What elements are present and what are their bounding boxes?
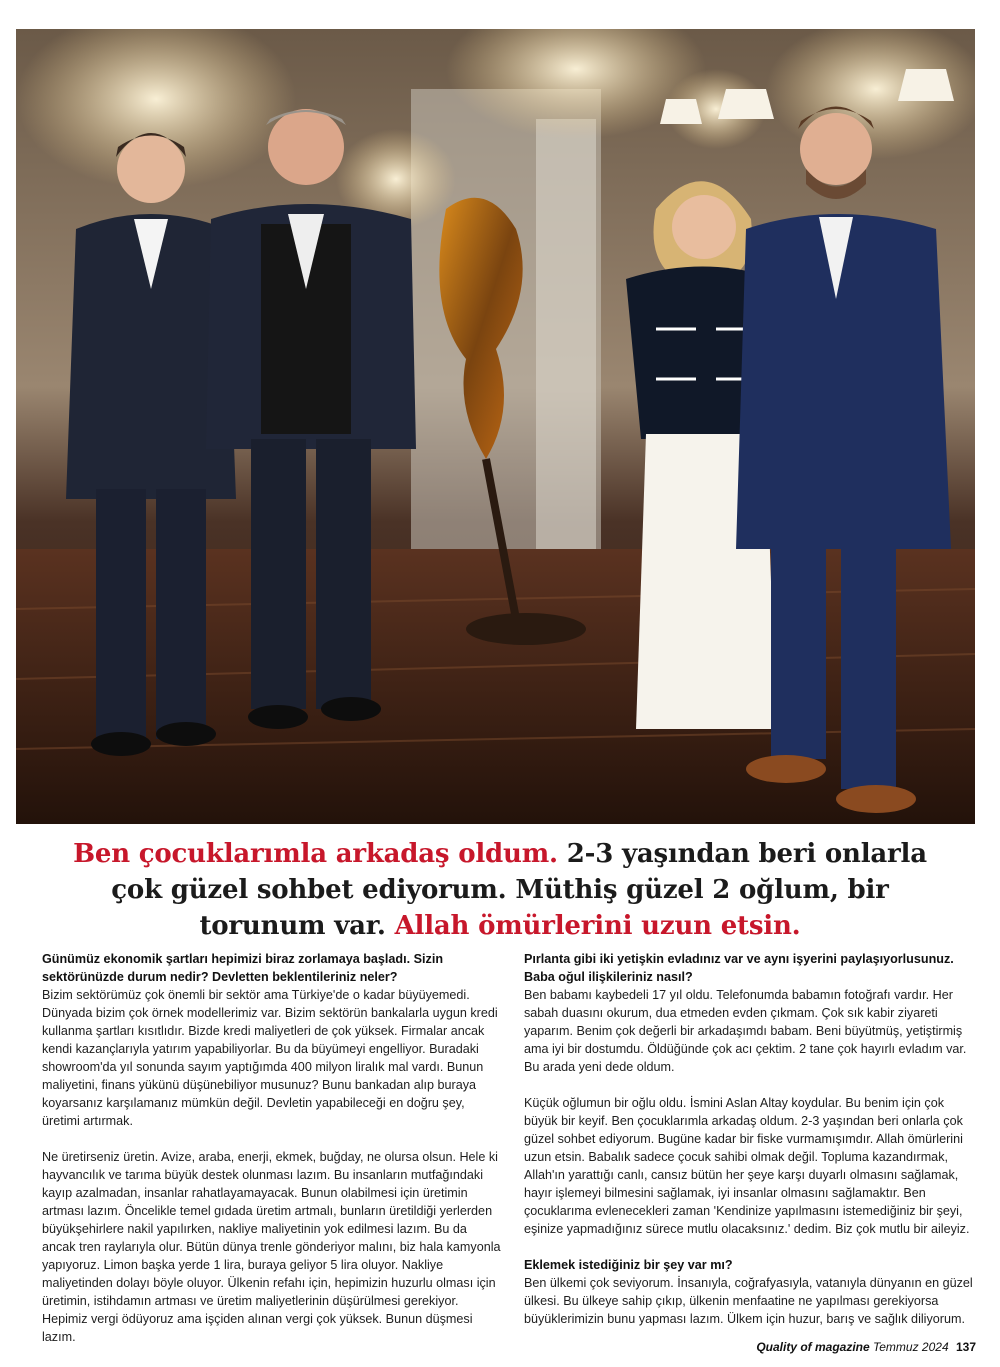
pull-quote-part-1: Ben çocuklarımla arkadaş oldum.	[73, 839, 558, 869]
issue-date: Temmuz 2024	[873, 1340, 949, 1354]
cover-photo	[16, 29, 975, 824]
answer-1b: Ne üretirseniz üretin. Avize, araba, enerji, ekmek, buğday, ne olursa olsun. Hele ki hayvancılık ve tarıma büyük destek olunması lazım. Bu insanların mutfağındaki kayıp azalmadan, insanlar rahatlayamayacak. Bunun olabilmesi için üretimin artması lazım. Öncelikle temel gıdada üretim artmalı, bunların üretildiği yerlerden büyükşehirlere nakil yapılırken, nakliye maliyetinin yok edilmesi lazım. Bu da ancak tren raylarıyla olur. Bütün dünya trenle gönderiyor malını, biz hala kamyonla yapıyoruz. Limon başka yerde 1 lira, buraya geliyor 5 lira oluyor. Nakliye maliyetinden dolayı böyle oluyor. Ülkenin refahı için, hepimizin huzurlu olması için üretimin, istihdamın artması ve üretim maliyetlerinin düşürülmesi gerekiyor. Hepimiz vergi ödüyoruz ama işçiden alınan vergi çok yüksek. Bunun düşmesi lazım.	[42, 1150, 501, 1344]
left-column	[42, 950, 502, 1346]
question-2: Pırlanta gibi iki yetişkin evladınız var ve aynı işyerini paylaşıyorlusunuz. Baba oğul ilişkileriniz nasıl?	[524, 952, 954, 984]
paragraph-gap	[42, 1130, 502, 1148]
pull-quote-part-2: 2-3 yaşından beri onlarla çok güzel sohbet ediyorum. Müthiş güzel 2 oğlum, bir torunum var.	[111, 839, 927, 941]
paragraph-gap	[524, 1076, 980, 1094]
page-footer	[756, 1340, 976, 1354]
answer-3: Ben ülkemi çok seviyorum. İnsanıyla, coğrafyasıyla, vatanıyla dünyanın en güzel ülkesi. Bu ülkeye sahip çıkıp, ülkenin menfaatine ne yapılması gerekiyorsa büyüklerimizin bunu yapması lazım. Ülkem için huzur, barış ve sağlık diliyorum.	[524, 1276, 973, 1326]
pull-quote	[60, 836, 940, 944]
page-number: 137	[955, 1340, 976, 1354]
question-1: Günümüz ekonomik şartları hepimizi biraz zorlamaya başladı. Sizin sektörünüzde durum nedir? Devletten beklentileriniz neler?	[42, 952, 444, 984]
answer-1a: Bizim sektörümüz çok önemli bir sektör ama Türkiye'de o kadar büyüyemedi. Dünyada bizim çok örnek modellerimiz var. Bizim sektörün bankalarla uygun kredi kullanma şartları kısıtlıdır. Bizde kredi maliyetleri de çok yüksek. Firmalar ancak kendi kazançlarıyla yatırım yapabiliyorlar. Bu da büyümeyi engelliyor. Buradaki showroom'da yıl sonunda sayım yaptığımda 400 milyon liralık mal vardı. Bunun maliyetini, finans yükünü düşünebiliyor musunuz? Bunu bankadan alıp buraya koyarsanız karşılamanız mümkün değil. Devletin yapabileceği en doğru şey, üretimi artırmak.	[42, 988, 498, 1128]
photo-illustration	[16, 29, 975, 824]
magazine-name: Quality of magazine	[756, 1340, 870, 1354]
right-column	[524, 950, 980, 1328]
question-3: Eklemek istediğiniz bir şey var mı?	[524, 1258, 733, 1272]
answer-2b: Küçük oğlumun bir oğlu oldu. İsmini Aslan Altay koydular. Bu benim için çok büyük bir keyif. Ben çocuklarımla arkadaş oldum. 2-3 yaşından beri onlarla çok güzel sohbet ediyorum. Bugüne kadar bir fiske vurmamışımdır. Allah ömürlerini uzun etsin. Babalık sadece çocuk sahibi olmak değil. Topluma kazandırmak, Allah'ın yarattığı canlı, cansız bütün her şeye karşı duyarlı olmasını sağlamak, hayır işlemeyi bilmesini sağlamak, iyi insanlar olmasını sağlamaktır. Ben çocuklarıma evlenecekleri zaman 'Kendinize yapılmasını istemediğiniz bir şeyi, eşinize yapmadığınız sürece mutlu olacaksınız.' dedim. Biz çok mutlu bir aileyiz.	[524, 1096, 970, 1236]
paragraph-gap	[524, 1238, 980, 1256]
answer-2a: Ben babamı kaybedeli 17 yıl oldu. Telefonumda babamın fotoğrafı vardır. Her sabah duasını okurum, dua etmeden evden çıkmam. Çok sık kabir ziyareti yaparım. Benim çok değerli bir arkadaşımdı babam. Beni büyütmüş, yetiştirmiş ama iyi bir dostumdu. Öldüğünde çok acı çektim. 2 tane çok hayırlı evladım var. Bu arada yeni dede oldum.	[524, 988, 967, 1074]
pull-quote-part-3: Allah ömürlerini uzun etsin.	[385, 911, 801, 941]
